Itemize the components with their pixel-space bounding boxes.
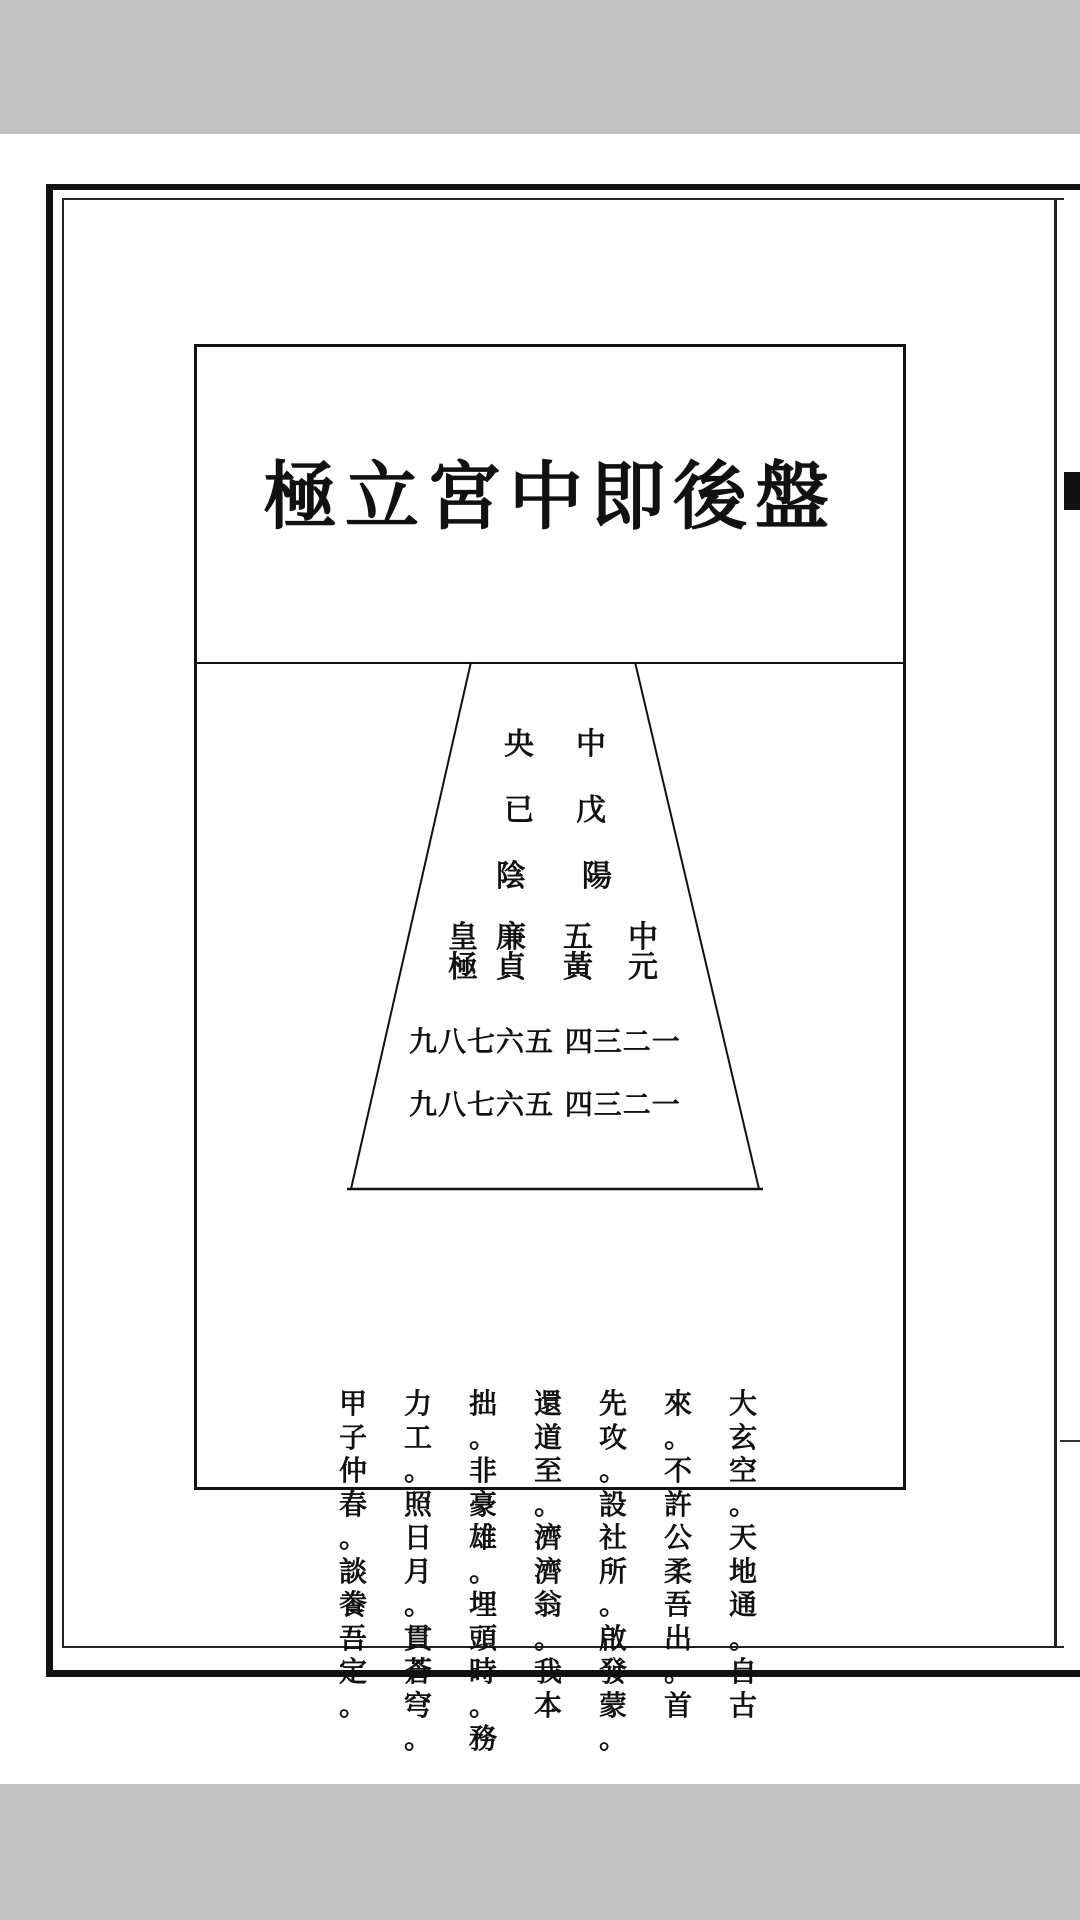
trapezoid-cell: 央 xyxy=(504,727,534,762)
poem-column: 拙 。 非 豪 雄 。 埋 頭 時 。 務 xyxy=(468,1387,497,1755)
numeral-row: 九八七六五 四三二一 xyxy=(409,1025,681,1058)
poem-column: 先 攻 。 設 社 所 。 啟 發 蒙 。 xyxy=(598,1387,627,1755)
star-char: 黃 xyxy=(563,950,593,985)
right-frame-rule xyxy=(1054,200,1057,1646)
poem-column: 大 玄 空 。 天 地 通 。 自 古 xyxy=(728,1387,757,1722)
trapezoid-cell: 已 xyxy=(504,793,534,828)
star-char: 貞 xyxy=(496,950,526,985)
trapezoid-cell: 中 xyxy=(576,727,606,762)
scanned-page xyxy=(0,134,1080,1784)
star-char: 五 xyxy=(563,920,593,955)
trapezoid-cell: 陽 xyxy=(582,859,612,894)
star-char: 廉 xyxy=(496,920,526,955)
trapezoid-cell: 戊 xyxy=(576,793,606,828)
poem-column: 來 。 不 許 公 柔 吾 出 。 首 xyxy=(663,1387,692,1722)
star-char: 元 xyxy=(628,950,658,985)
star-char: 皇 xyxy=(448,920,478,955)
trapezoid-outline xyxy=(197,347,909,1493)
adjacent-page-mark xyxy=(1064,472,1080,510)
poem-column: 力 工 。 照 日 月 。 貫 蒼 穹 。 xyxy=(403,1387,432,1755)
adjacent-page-rule xyxy=(1060,1440,1080,1442)
trapezoid-cell: 陰 xyxy=(496,859,526,894)
poem-column: 甲 子 仲 春 。 談 餋 吾 定 。 xyxy=(338,1387,367,1722)
numeral-row: 九八七六五 四三二一 xyxy=(409,1088,681,1121)
diagram-panel xyxy=(194,344,906,1490)
poem-column: 還 道 至 。 濟 濟 翁 。 我 本 xyxy=(533,1387,562,1722)
star-char: 極 xyxy=(448,950,478,985)
star-char: 中 xyxy=(628,920,658,955)
page-title: 極立宮中即後盤 xyxy=(263,454,837,540)
